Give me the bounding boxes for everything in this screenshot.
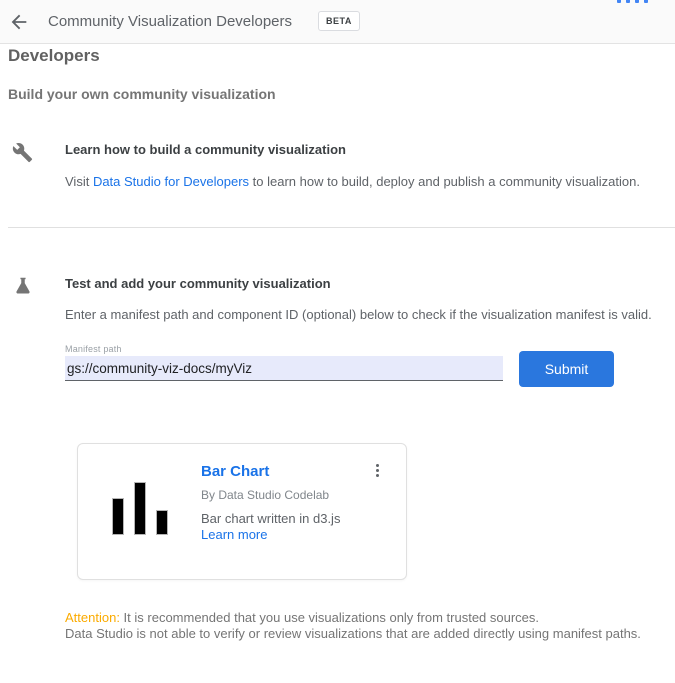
section-divider: [8, 227, 675, 228]
attention-text-1: It is recommended that you use visualizations only from trusted sources.: [119, 610, 540, 625]
learn-body-prefix: Visit: [65, 174, 93, 189]
data-studio-developers-link[interactable]: Data Studio for Developers: [92, 174, 250, 189]
learn-body-suffix: to learn how to build, deploy and publish a community visualization.: [249, 174, 640, 189]
arrow-back-icon: [8, 11, 32, 33]
manifest-path-input[interactable]: [65, 356, 503, 381]
bar-chart-icon: [112, 482, 168, 535]
build-your-own-subheading: Build your own community visualization: [8, 86, 276, 102]
kebab-menu-icon[interactable]: [370, 462, 384, 480]
back-button[interactable]: [8, 10, 32, 34]
attention-line-1: [65, 610, 665, 626]
learn-section-body: [65, 174, 640, 189]
submit-button[interactable]: Submit: [519, 351, 614, 387]
card-author: By Data Studio Codelab: [201, 488, 330, 502]
visualization-card: [77, 443, 407, 580]
manifest-path-label: Manifest path: [65, 344, 122, 354]
developers-heading: Developers: [8, 46, 100, 65]
test-section-title: Test and add your community visualization: [65, 276, 331, 291]
learn-more-link[interactable]: Learn more: [201, 527, 268, 542]
attention-label: Attention:: [65, 610, 120, 625]
header-bar: [0, 0, 675, 44]
apps-grid-icon[interactable]: [617, 0, 648, 3]
flask-icon: [12, 275, 34, 302]
card-title: Bar Chart: [201, 463, 270, 480]
learn-section-title: Learn how to build a community visualization: [65, 142, 346, 157]
test-section-body: Enter a manifest path and component ID (optional) below to check if the visualization manifest is valid.: [65, 307, 652, 322]
wrench-icon: [12, 142, 33, 168]
page-title: Community Visualization Developers: [48, 13, 292, 30]
attention-note: [65, 610, 665, 641]
beta-badge: BETA: [318, 11, 360, 31]
attention-line-2: Data Studio is not able to verify or review visualizations that are added directly using manifest paths.: [65, 625, 641, 641]
card-description: Bar chart written in d3.js: [201, 511, 341, 526]
